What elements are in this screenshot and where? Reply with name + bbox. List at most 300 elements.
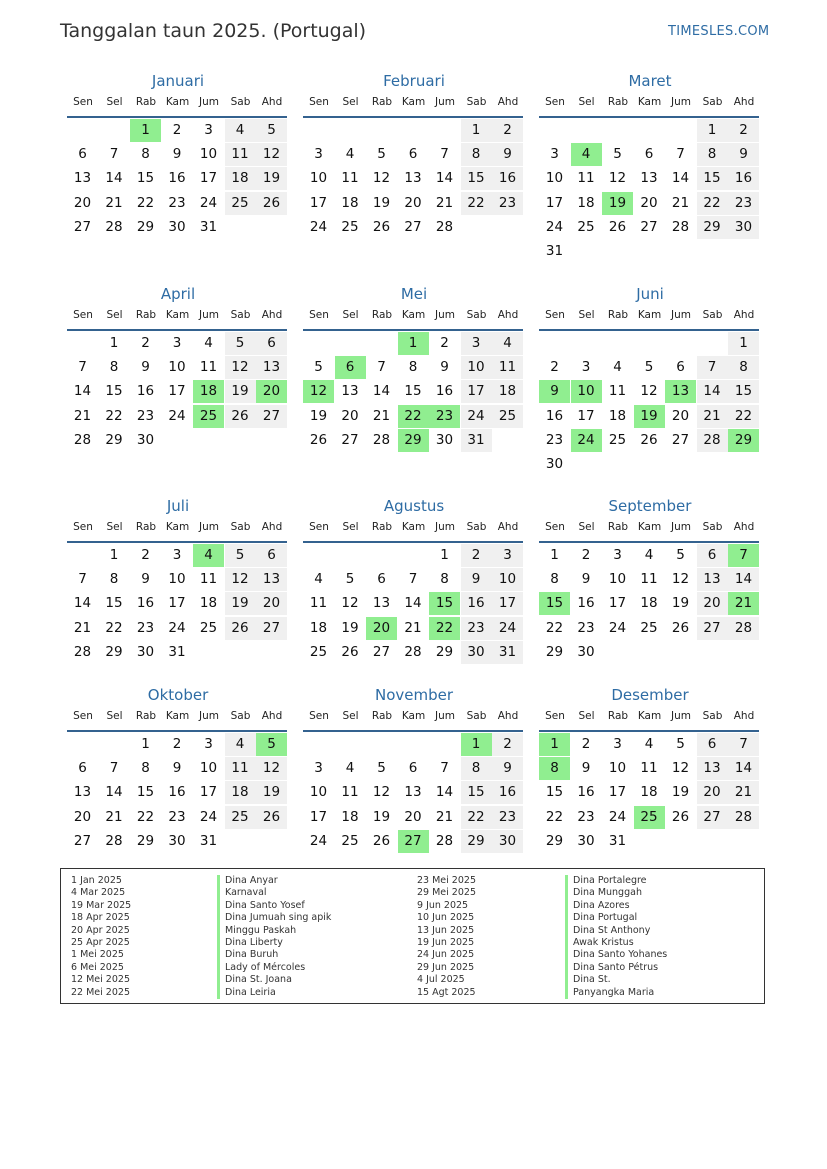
day-cell: 25	[199, 619, 218, 636]
day-cell: 12	[225, 568, 256, 591]
day-cell: 28	[697, 429, 728, 452]
day-cell: 28	[728, 806, 759, 829]
day-cell: 19	[372, 808, 391, 825]
day-cell: 27	[73, 218, 92, 235]
day-cell: 18	[492, 380, 523, 403]
day-cell: 20	[697, 781, 728, 804]
day-cell: 31	[545, 243, 564, 259]
weekday-label: Ahd	[733, 96, 755, 108]
day-cell: 2	[461, 544, 492, 567]
weekday-label: Rab	[135, 521, 157, 533]
day-cell: 29	[136, 218, 155, 235]
day-cell: 5	[314, 359, 323, 376]
day-cell: 13	[372, 595, 391, 612]
day-cell: 9	[461, 568, 492, 591]
day-cell: 12	[372, 784, 391, 801]
day-cell: 20	[256, 592, 287, 615]
day-cell: 10	[199, 760, 218, 777]
day-cell: 11	[640, 760, 658, 777]
day-cell: 2	[172, 122, 182, 138]
day-cell: 26	[341, 643, 359, 660]
day-cell: 1	[697, 119, 728, 142]
day-cell: 5	[377, 146, 386, 163]
day-cell: 12	[256, 757, 287, 780]
day-cell: 27	[73, 832, 92, 849]
weekday-label: Sel	[342, 96, 359, 108]
day-cell: 8	[109, 571, 119, 588]
day-cell: 18	[577, 194, 595, 211]
day-cell: 23	[461, 617, 492, 640]
day-cell: 24	[492, 617, 523, 640]
day-cell: 13	[697, 568, 728, 591]
weekday-label: Jum	[199, 96, 219, 108]
legend-date: 23 Mei 2025	[417, 875, 476, 886]
day-cell: 22	[545, 808, 564, 825]
day-cell: 5	[256, 119, 287, 142]
day-cell: 13	[341, 383, 359, 400]
day-cell: 28	[435, 218, 454, 235]
day-cell: 30	[728, 216, 759, 239]
day-cell: 15	[697, 167, 728, 190]
day-cell: 8	[461, 757, 492, 780]
weekday-label: Sab	[230, 521, 251, 533]
day-cell: 21	[728, 781, 759, 804]
day-cell: 7	[377, 359, 386, 376]
weekday-label: Jum	[199, 309, 219, 321]
day-cell: 4	[204, 335, 213, 351]
month-divider	[67, 116, 287, 118]
day-cell: 10	[199, 146, 218, 163]
day-cell: 2	[581, 547, 591, 563]
weekday-label: Ahd	[733, 309, 755, 321]
day-cell: 22	[697, 192, 728, 215]
day-cell: 11	[199, 359, 218, 376]
holiday-day-cell: 4	[571, 143, 602, 166]
day-cell: 17	[168, 383, 186, 400]
day-cell: 11	[225, 143, 256, 166]
day-cell: 24	[309, 832, 328, 849]
weekday-label: Rab	[607, 521, 629, 533]
month-name: November	[374, 686, 454, 704]
weekday-label: Jum	[435, 96, 455, 108]
day-cell: 11	[608, 383, 627, 400]
weekday-label: Kam	[165, 96, 190, 108]
legend-date: 4 Mar 2025	[71, 887, 126, 899]
weekday-label: Sab	[702, 710, 723, 722]
day-cell: 8	[141, 146, 150, 163]
day-cell: 5	[377, 760, 386, 777]
day-cell: 28	[435, 832, 454, 849]
day-cell: 19	[671, 595, 690, 612]
weekday-label: Rab	[607, 710, 629, 722]
day-cell: 6	[676, 359, 685, 376]
day-cell: 3	[613, 736, 622, 752]
weekday-label: Jum	[199, 521, 219, 533]
day-cell: 14	[105, 170, 123, 187]
day-cell: 21	[435, 194, 454, 211]
day-cell: 23	[136, 619, 155, 636]
weekday-label: Jum	[199, 710, 219, 722]
day-cell: 17	[309, 808, 328, 825]
day-cell: 9	[172, 146, 182, 163]
day-cell: 20	[341, 407, 359, 424]
day-cell: 21	[105, 194, 123, 211]
day-cell: 12	[341, 595, 359, 612]
day-cell: 8	[440, 571, 449, 588]
weekday-label: Jum	[671, 710, 691, 722]
day-cell: 31	[608, 832, 627, 849]
day-cell: 1	[109, 335, 119, 351]
holiday-day-cell: 9	[539, 380, 570, 403]
day-cell: 18	[199, 595, 218, 612]
day-cell: 16	[577, 784, 595, 801]
day-cell: 16	[136, 383, 155, 400]
legend-date: 22 Mei 2025	[71, 986, 130, 998]
day-cell: 25	[225, 806, 256, 829]
day-cell: 4	[345, 760, 355, 777]
day-cell: 13	[404, 784, 422, 801]
day-cell: 26	[372, 832, 391, 849]
day-cell: 9	[581, 571, 591, 588]
day-cell: 12	[671, 571, 690, 588]
day-cell: 28	[671, 218, 690, 235]
day-cell: 7	[78, 571, 87, 588]
day-cell: 19	[225, 592, 256, 615]
weekday-label: Ahd	[261, 309, 283, 321]
day-cell: 26	[225, 405, 256, 428]
day-cell: 26	[640, 431, 658, 448]
weekday-label: Sel	[578, 309, 595, 321]
legend-holiday-name: Dina Portalegre	[565, 875, 647, 888]
day-cell: 14	[728, 757, 759, 780]
legend-date: 15 Agt 2025	[417, 986, 476, 998]
weekday-label: Sab	[466, 521, 487, 533]
day-cell: 6	[697, 733, 728, 756]
day-cell: 18	[341, 194, 359, 211]
day-cell: 7	[109, 760, 119, 777]
day-cell: 12	[372, 170, 391, 187]
day-cell: 12	[256, 143, 287, 166]
weekday-label: Kam	[637, 710, 662, 722]
weekday-label: Sab	[466, 309, 487, 321]
weekday-label: Sel	[106, 309, 123, 321]
day-cell: 9	[492, 757, 523, 780]
day-cell: 7	[109, 146, 119, 163]
day-cell: 24	[545, 218, 564, 235]
day-cell: 21	[697, 405, 728, 428]
day-cell: 22	[105, 407, 123, 424]
month-divider	[303, 329, 523, 331]
day-cell: 11	[341, 170, 359, 187]
day-cell: 5	[676, 547, 685, 563]
day-cell: 23	[577, 808, 595, 825]
day-cell: 23	[545, 431, 564, 448]
holiday-day-cell: 20	[366, 617, 397, 640]
day-cell: 16	[492, 781, 523, 804]
day-cell: 4	[644, 736, 654, 752]
weekday-label: Rab	[135, 710, 157, 722]
holiday-day-cell: 27	[398, 830, 429, 853]
day-cell: 10	[608, 571, 627, 588]
day-cell: 14	[372, 383, 391, 400]
day-cell: 18	[225, 167, 256, 190]
day-cell: 7	[728, 733, 759, 756]
day-cell: 6	[78, 760, 87, 777]
legend-date: 18 Apr 2025	[71, 912, 130, 924]
month-divider	[67, 541, 287, 543]
holiday-day-cell: 19	[602, 192, 633, 215]
day-cell: 10	[168, 571, 186, 588]
holiday-day-cell: 1	[461, 733, 492, 756]
weekday-label: Sel	[342, 309, 359, 321]
weekday-label: Sab	[466, 96, 487, 108]
weekday-label: Rab	[135, 96, 157, 108]
day-cell: 7	[440, 760, 449, 777]
month-divider	[67, 329, 287, 331]
weekday-label: Sen	[309, 710, 329, 722]
day-cell: 20	[404, 194, 422, 211]
weekday-label: Sel	[578, 710, 595, 722]
day-cell: 13	[256, 356, 287, 379]
weekday-label: Jum	[671, 521, 691, 533]
legend-date: 12 Mei 2025	[71, 974, 130, 986]
legend-date: 10 Jun 2025	[417, 912, 475, 924]
month-name: Juni	[636, 285, 664, 303]
day-cell: 26	[372, 218, 391, 235]
day-cell: 28	[404, 643, 422, 660]
day-cell: 21	[435, 808, 454, 825]
holiday-day-cell: 18	[193, 380, 224, 403]
weekday-label: Kam	[165, 521, 190, 533]
holiday-day-cell: 12	[303, 380, 334, 403]
month-name: Desember	[611, 686, 689, 704]
day-cell: 27	[671, 431, 690, 448]
holiday-day-cell: 13	[665, 380, 696, 403]
day-cell: 30	[168, 832, 186, 849]
day-cell: 2	[550, 359, 559, 376]
day-cell: 9	[728, 143, 759, 166]
day-cell: 18	[341, 808, 359, 825]
weekday-label: Sen	[73, 96, 93, 108]
day-cell: 19	[341, 619, 359, 636]
month-divider	[539, 541, 759, 543]
weekday-label: Ahd	[733, 710, 755, 722]
weekday-label: Sel	[106, 710, 123, 722]
weekday-label: Rab	[371, 96, 393, 108]
month-divider	[67, 730, 287, 732]
weekday-label: Ahd	[261, 710, 283, 722]
legend-holiday-name: Dina Santo Yohanes	[565, 949, 667, 962]
day-cell: 23	[168, 808, 186, 825]
holiday-day-cell: 25	[193, 405, 224, 428]
legend-holiday-name: Dina Anyar	[217, 875, 278, 888]
day-cell: 10	[492, 568, 523, 591]
holiday-day-cell: 19	[634, 405, 665, 428]
day-cell: 15	[136, 170, 155, 187]
day-cell: 3	[314, 760, 323, 777]
day-cell: 27	[256, 405, 287, 428]
day-cell: 25	[640, 619, 658, 636]
day-cell: 18	[640, 784, 658, 801]
weekday-label: Sel	[342, 710, 359, 722]
day-cell: 15	[728, 380, 759, 403]
page-title: Tanggalan taun 2025. (Portugal)	[60, 20, 367, 42]
day-cell: 31	[461, 429, 492, 452]
day-cell: 14	[697, 380, 728, 403]
day-cell: 17	[199, 784, 218, 801]
day-cell: 20	[640, 194, 658, 211]
weekday-label: Ahd	[733, 521, 755, 533]
holiday-day-cell: 8	[539, 757, 570, 780]
day-cell: 30	[136, 431, 155, 448]
day-cell: 16	[168, 784, 186, 801]
day-cell: 14	[73, 383, 92, 400]
legend-holiday-name: Dina Santo Yosef	[217, 900, 305, 913]
day-cell: 12	[225, 356, 256, 379]
day-cell: 20	[73, 808, 92, 825]
day-cell: 24	[168, 619, 186, 636]
day-cell: 4	[225, 733, 256, 756]
legend-date: 1 Jan 2025	[71, 875, 122, 886]
day-cell: 27	[697, 617, 728, 640]
weekday-label: Sen	[545, 521, 565, 533]
day-cell: 16	[492, 167, 523, 190]
day-cell: 5	[225, 332, 256, 355]
day-cell: 2	[492, 733, 523, 756]
day-cell: 29	[545, 643, 564, 660]
day-cell: 25	[341, 218, 359, 235]
day-cell: 4	[345, 146, 355, 163]
day-cell: 29	[697, 216, 728, 239]
day-cell: 31	[199, 218, 218, 235]
day-cell: 24	[199, 194, 218, 211]
holiday-day-cell: 10	[571, 380, 602, 403]
day-cell: 17	[608, 784, 627, 801]
brand-link[interactable]: TIMESLES.COM	[668, 24, 770, 39]
holiday-day-cell: 4	[193, 544, 224, 567]
day-cell: 28	[372, 431, 391, 448]
day-cell: 28	[73, 431, 92, 448]
month-name: Agustus	[383, 497, 445, 515]
month-divider	[303, 116, 523, 118]
day-cell: 18	[640, 595, 658, 612]
legend-holiday-name: Dina Buruh	[217, 949, 278, 962]
day-cell: 11	[492, 356, 523, 379]
weekday-label: Sel	[578, 96, 595, 108]
legend-holiday-name: Dina St.	[565, 974, 611, 987]
weekday-label: Sen	[309, 96, 329, 108]
day-cell: 9	[141, 571, 150, 588]
day-cell: 4	[644, 547, 654, 563]
day-cell: 12	[640, 383, 658, 400]
day-cell: 28	[728, 617, 759, 640]
day-cell: 26	[608, 218, 627, 235]
day-cell: 2	[440, 335, 449, 351]
day-cell: 7	[408, 571, 418, 588]
weekday-label: Rab	[371, 309, 393, 321]
weekday-label: Sab	[702, 309, 723, 321]
day-cell: 3	[204, 736, 213, 752]
day-cell: 22	[461, 806, 492, 829]
day-cell: 23	[168, 194, 186, 211]
weekday-label: Ahd	[497, 521, 519, 533]
day-cell: 23	[492, 192, 523, 215]
legend-holiday-name: Dina Jumuah sing apik	[217, 912, 331, 925]
month-divider	[303, 541, 523, 543]
weekday-label: Jum	[671, 309, 691, 321]
day-cell: 20	[671, 407, 690, 424]
holiday-day-cell: 5	[256, 733, 287, 756]
day-cell: 5	[613, 146, 622, 163]
day-cell: 3	[550, 146, 559, 163]
day-cell: 20	[404, 808, 422, 825]
day-cell: 3	[492, 544, 523, 567]
day-cell: 3	[204, 122, 213, 138]
day-cell: 2	[492, 119, 523, 142]
holiday-legend	[60, 868, 765, 1004]
legend-date: 1 Mei 2025	[71, 949, 124, 961]
day-cell: 27	[372, 643, 391, 660]
day-cell: 15	[461, 781, 492, 804]
day-cell: 28	[105, 832, 123, 849]
day-cell: 11	[225, 757, 256, 780]
day-cell: 15	[545, 784, 564, 801]
day-cell: 30	[461, 641, 492, 664]
day-cell: 2	[141, 547, 150, 563]
weekday-label: Sen	[545, 309, 565, 321]
day-cell: 25	[309, 643, 328, 660]
day-cell: 3	[172, 335, 182, 351]
day-cell: 5	[225, 544, 256, 567]
day-cell: 22	[545, 619, 564, 636]
day-cell: 30	[545, 456, 564, 472]
day-cell: 31	[492, 641, 523, 664]
day-cell: 24	[309, 218, 328, 235]
day-cell: 15	[105, 383, 123, 400]
legend-holiday-name: Dina Liberty	[217, 937, 283, 950]
weekday-label: Kam	[401, 96, 426, 108]
day-cell: 30	[435, 431, 454, 448]
day-cell: 2	[581, 736, 591, 752]
weekday-label: Kam	[401, 521, 426, 533]
day-cell: 10	[309, 784, 328, 801]
day-cell: 8	[461, 143, 492, 166]
day-cell: 2	[172, 736, 182, 752]
day-cell: 19	[256, 167, 287, 190]
day-cell: 8	[728, 356, 759, 379]
day-cell: 14	[105, 784, 123, 801]
day-cell: 21	[73, 619, 92, 636]
day-cell: 12	[608, 170, 627, 187]
weekday-label: Rab	[607, 309, 629, 321]
holiday-day-cell: 1	[539, 733, 570, 756]
day-cell: 21	[671, 194, 690, 211]
day-cell: 16	[577, 595, 595, 612]
day-cell: 5	[345, 571, 355, 588]
holiday-day-cell: 24	[571, 429, 602, 452]
legend-date: 29 Jun 2025	[417, 961, 475, 973]
legend-holiday-name: Dina St Anthony	[565, 925, 650, 938]
weekday-label: Sab	[230, 309, 251, 321]
month-name: Februari	[383, 72, 445, 90]
day-cell: 19	[309, 407, 328, 424]
day-cell: 29	[105, 431, 123, 448]
day-cell: 3	[613, 547, 622, 563]
day-cell: 14	[435, 784, 454, 801]
day-cell: 2	[728, 119, 759, 142]
month-name: September	[608, 497, 692, 515]
day-cell: 21	[404, 619, 422, 636]
